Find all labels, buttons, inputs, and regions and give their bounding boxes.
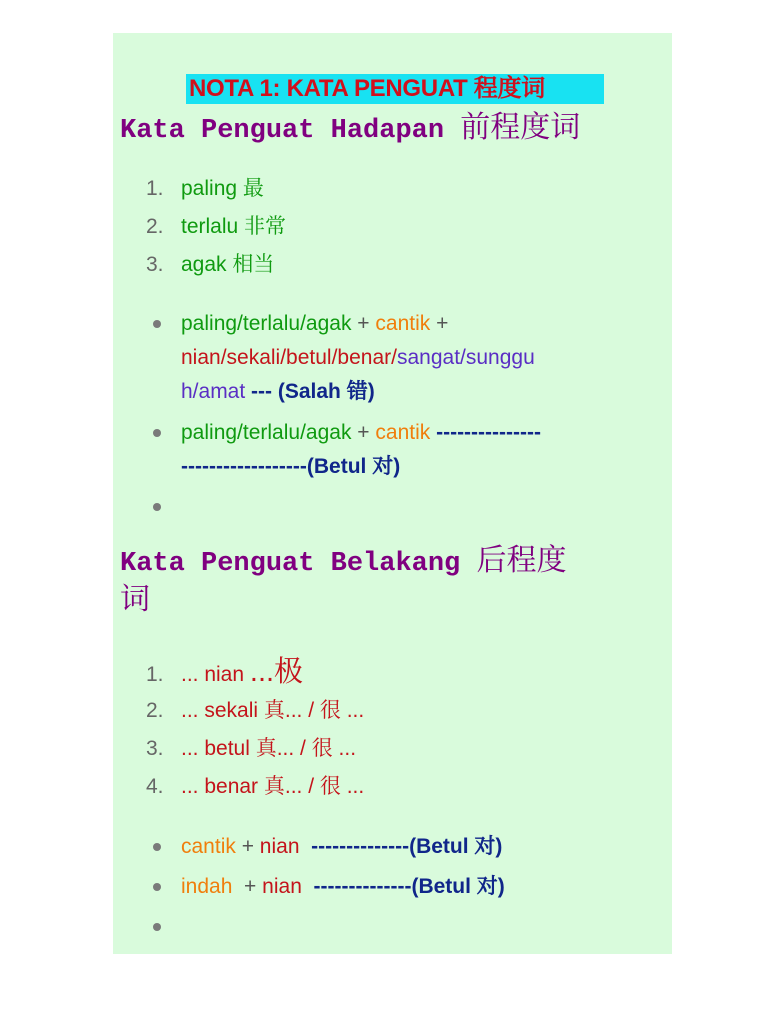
list-number: 3.: [146, 737, 164, 760]
bullet-verdict: --------------(Betul 对): [301, 875, 505, 898]
bullet-item-empty: [150, 909, 505, 949]
bullet-word: nian/sekali/betul/benar/: [181, 346, 397, 369]
bullet-item-empty: [150, 490, 541, 524]
bullet-word: paling/terlalu/agak: [181, 312, 352, 335]
note-title: NOTA 1: KATA PENGUAT 程度词: [186, 74, 604, 104]
bullet-dot: [153, 503, 161, 511]
bullet-plus: +: [430, 312, 449, 335]
bullet-item-correct: [150, 869, 505, 909]
list-number: 2.: [146, 215, 164, 238]
heading-cjk: 词: [120, 582, 150, 617]
bullet-verdict: --- (Salah 错): [245, 380, 375, 403]
bullet-word: paling/terlalu/agak: [181, 421, 352, 444]
bullet-dot: [153, 429, 161, 437]
list-item: [146, 692, 364, 730]
bullet-line: [181, 869, 505, 905]
list-text: ... benar 真... / 很 ...: [181, 775, 365, 798]
list-item: [146, 768, 364, 806]
list-cjk: ...极: [249, 656, 304, 688]
list-number: 3.: [146, 253, 164, 276]
bullet-dot: [153, 883, 161, 891]
back-intensifier-list: [146, 652, 364, 806]
bullet-line: [181, 307, 541, 341]
list-item: [146, 730, 364, 768]
bullet-line: [181, 416, 541, 450]
bullet-line: [181, 450, 541, 484]
list-item: [146, 246, 286, 284]
list-text: ... nian: [181, 663, 250, 686]
back-rule-bullets: [150, 829, 505, 949]
bullet-verdict: ---------------: [430, 421, 541, 444]
list-item: [146, 170, 286, 208]
section-heading-back-cont: [120, 580, 150, 623]
bullet-word: h/amat: [181, 380, 246, 403]
list-text: ... betul 真... / 很 ...: [181, 737, 357, 760]
heading-text: Kata Penguat Hadapan: [120, 116, 445, 146]
bullet-plus: +: [351, 312, 376, 335]
bullet-word: cantik: [375, 312, 431, 335]
bullet-dot: [153, 320, 161, 328]
list-number: 1.: [146, 177, 164, 200]
bullet-item-correct: [150, 416, 541, 484]
bullet-line: [181, 375, 541, 409]
bullet-word: nian: [262, 875, 302, 898]
front-intensifier-list: [146, 170, 286, 284]
list-text: terlalu 非常: [181, 215, 287, 238]
bullet-line: [181, 829, 505, 865]
list-text: agak 相当: [181, 253, 275, 276]
bullet-plus: +: [232, 875, 263, 898]
list-number: 4.: [146, 775, 164, 798]
list-item: [146, 208, 286, 246]
bullet-word: indah: [181, 875, 233, 898]
bullet-dot: [153, 843, 161, 851]
bullet-word: nian: [259, 835, 300, 858]
bullet-word: cantik: [181, 835, 236, 858]
heading-cjk: 后程度: [476, 543, 567, 578]
front-rule-bullets: [150, 307, 541, 524]
bullet-item-wrong: [150, 307, 541, 409]
heading-cjk: 前程度词: [460, 110, 581, 145]
section-heading-back: [120, 541, 566, 584]
heading-text: Kata Penguat Belakang: [120, 549, 461, 579]
bullet-word: sangat/sunggu: [396, 346, 535, 369]
bullet-word: cantik: [375, 421, 431, 444]
bullet-line: [181, 341, 541, 375]
list-number: 2.: [146, 699, 164, 722]
bullet-verdict: ------------------(Betul 对): [181, 455, 401, 478]
bullet-dot: [153, 923, 161, 931]
list-number: 1.: [146, 663, 164, 686]
section-heading-front: [120, 108, 580, 151]
list-item: [146, 652, 364, 692]
bullet-plus: +: [235, 835, 260, 858]
bullet-item-correct: [150, 829, 505, 869]
bullet-plus: +: [351, 421, 376, 444]
bullet-verdict: --------------(Betul 对): [299, 835, 503, 858]
list-text: ... sekali 真... / 很 ...: [181, 699, 365, 722]
list-text: paling 最: [181, 177, 264, 200]
